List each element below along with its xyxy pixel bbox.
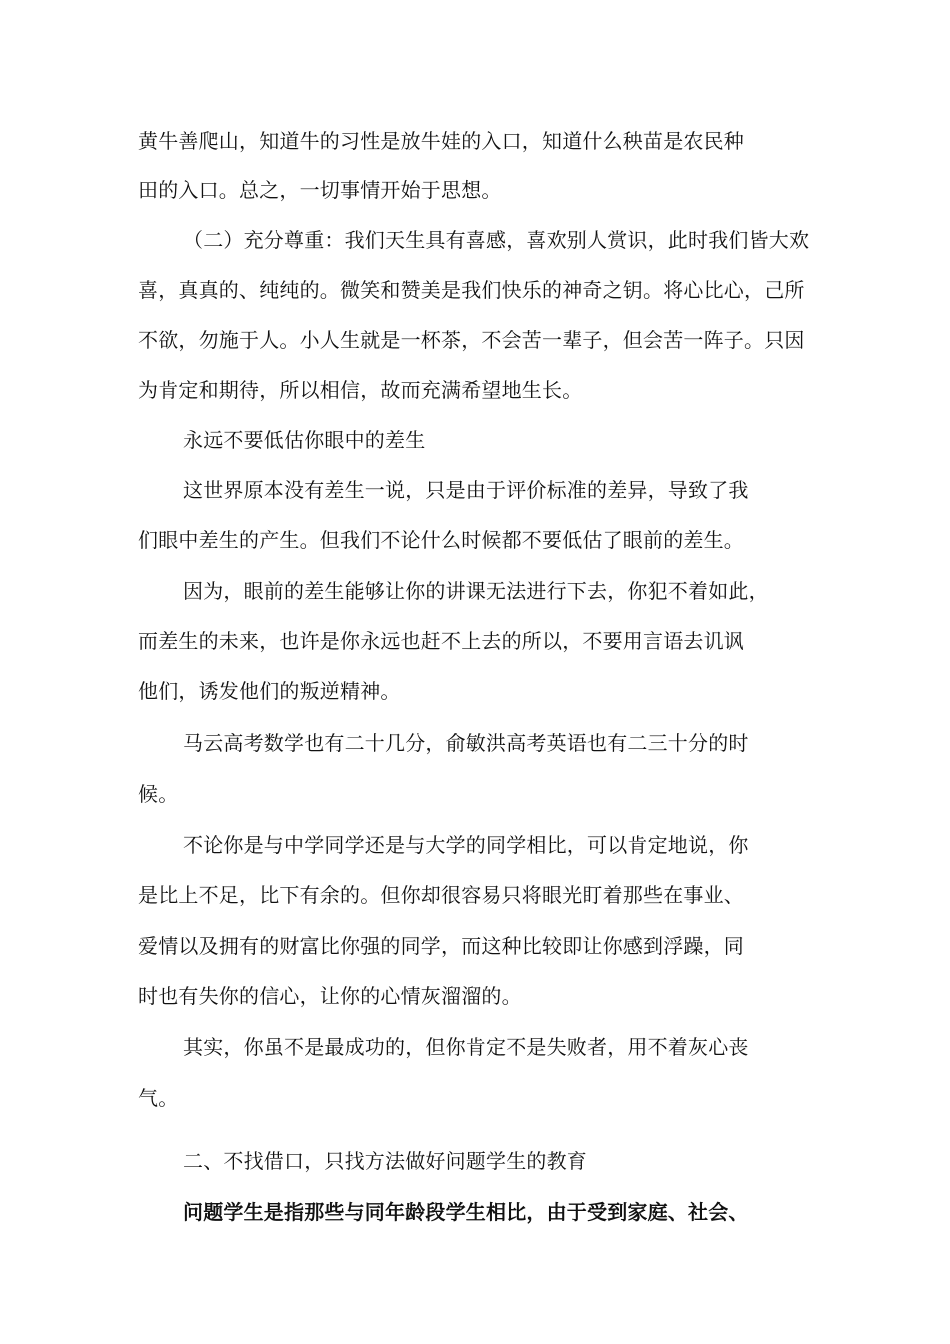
text-line: 这世界原本没有差生一说，只是由于评价标准的差异，导致了我 [183,478,749,502]
text-line: 不论你是与中学同学还是与大学的同学相比，可以肯定地说，你 [183,833,749,857]
text-line: 气。 [138,1086,179,1110]
text-line: 是比上不足，比下有余的。但你却很容易只将眼光盯着那些在事业、 [138,883,744,907]
text-line: （二）充分尊重：我们天生具有喜感，喜欢别人赏识，此时我们皆大欢 [183,228,810,252]
text-line: 他们，诱发他们的叛逆精神。 [138,679,401,703]
text-line: 们眼中差生的产生。但我们不论什么时候都不要低估了眼前的差生。 [138,528,744,552]
text-line: 问题学生是指那些与同年龄段学生相比，由于受到家庭、社会、 [183,1200,749,1224]
text-line: 其实，你虽不是最成功的，但你肯定不是失败者，用不着灰心丧 [183,1035,749,1059]
text-line: 因为，眼前的差生能够让你的讲课无法进行下去，你犯不着如此， [183,579,769,603]
text-line: 不欲，勿施于人。小人生就是一杯茶，不会苦一辈子，但会苦一阵子。只因 [138,328,805,352]
text-line: 喜，真真的、纯纯的。微笑和赞美是我们快乐的神奇之钥。将心比心，己所 [138,278,805,302]
text-line: 为肯定和期待，所以相信，故而充满希望地生长。 [138,378,583,402]
text-line: 黄牛善爬山，知道牛的习性是放牛娃的入口，知道什么秧苗是农民种 [138,129,744,153]
text-line: 爱情以及拥有的财富比你强的同学，而这种比较即让你感到浮躁，同 [138,934,744,958]
text-line: 马云高考数学也有二十几分，俞敏洪高考英语也有二三十分的时 [183,731,749,755]
section-heading: 二、不找借口，只找方法做好问题学生的教育 [183,1149,587,1173]
text-line: 时也有失你的信心，让你的心情灰溜溜的。 [138,984,522,1008]
section-heading: 永远不要低估你眼中的差生 [183,428,426,452]
text-line: 候。 [138,782,179,806]
text-line: 田的入口。总之，一切事情开始于思想。 [138,178,502,202]
text-line: 而差生的未来，也许是你永远也赶不上去的所以，不要用言语去讥讽 [138,629,744,653]
